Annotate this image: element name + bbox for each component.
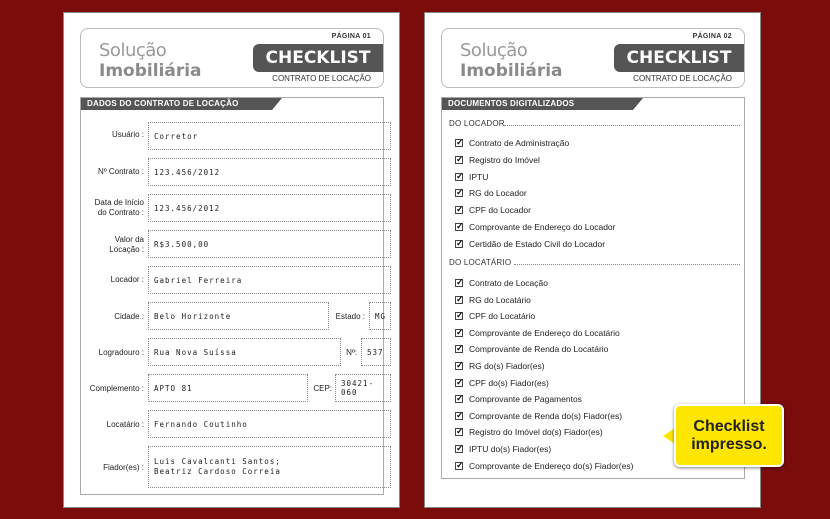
checklist-item[interactable]: [455, 444, 551, 454]
contract-data-section: [80, 97, 387, 495]
fiador-value-1: Luis Cavalcanti Santos;: [154, 457, 281, 466]
checklist-title: CHECKLIST: [253, 44, 383, 72]
checklist-item-label: Contrato de Locação: [469, 278, 548, 288]
checklist-subtitle: CONTRATO DE LOCAÇÃO: [633, 74, 732, 83]
locatario-heading: DO LOCATÁRIO: [449, 258, 512, 267]
checkbox-checked-icon[interactable]: [455, 462, 463, 470]
printed-checklist-callout: [674, 404, 784, 467]
divider: [514, 264, 740, 265]
checkbox-checked-icon[interactable]: [455, 296, 463, 304]
checkbox-checked-icon[interactable]: [455, 223, 463, 231]
checklist-item-label: Registro do Imóvel: [469, 154, 540, 165]
checkbox-checked-icon[interactable]: [455, 395, 463, 403]
checkbox-checked-icon[interactable]: [455, 156, 463, 164]
checklist-item-label: CPF do Locador: [469, 205, 531, 216]
checklist-item[interactable]: [455, 311, 535, 321]
checklist-item[interactable]: [455, 155, 540, 165]
checklist-item[interactable]: [455, 328, 620, 338]
checklist-subtitle: CONTRATO DE LOCAÇÃO: [272, 74, 371, 83]
locatario-field[interactable]: Fernando Coutinho: [148, 410, 391, 438]
checklist-item[interactable]: [455, 278, 548, 288]
divider: [504, 125, 740, 126]
brand-name-line2: Imobiliária: [99, 61, 202, 81]
locador-heading: DO LOCADOR: [449, 119, 505, 128]
checkbox-checked-icon[interactable]: [455, 445, 463, 453]
logradouro-label: Logradouro :: [98, 348, 144, 357]
section-title: DOCUMENTOS DIGITALIZADOS: [442, 98, 633, 110]
checkbox-checked-icon[interactable]: [455, 412, 463, 420]
checklist-item[interactable]: [455, 361, 545, 371]
brand-name-line2: Imobiliária: [460, 61, 563, 81]
brand-name-line1: Solução: [99, 40, 167, 61]
valor-label: Valor da Locação :: [109, 235, 144, 254]
checkbox-checked-icon[interactable]: [455, 345, 463, 353]
section-title: DADOS DO CONTRATO DE LOCAÇÃO: [81, 98, 272, 110]
page-header: [80, 28, 384, 88]
page-number: PÁGINA 01: [331, 33, 371, 40]
inicio-label: Data de Início do Contrato :: [94, 198, 144, 217]
checklist-item-label: Comprovante de Pagamentos: [469, 394, 582, 405]
complemento-label: Complemento :: [89, 384, 144, 393]
usuario-label: Usuário :: [111, 130, 144, 139]
checklist-item[interactable]: [455, 222, 615, 232]
checklist-item[interactable]: [455, 138, 569, 148]
checklist-item-label: Comprovante de Endereço do(s) Fiador(es): [469, 460, 634, 471]
fiador-label: Fiador(es) :: [103, 463, 144, 472]
checklist-item-label: Comprovante de Endereço do Locatário: [469, 327, 620, 338]
checklist-item-label: RG do Locador: [469, 188, 527, 199]
checkbox-checked-icon[interactable]: [455, 139, 463, 147]
checklist-item-label: IPTU do(s) Fiador(es): [469, 444, 552, 454]
checklist-item[interactable]: [455, 205, 531, 215]
checkbox-checked-icon[interactable]: [455, 279, 463, 287]
checklist-item-label: IPTU: [469, 171, 489, 182]
checklist-item-label: Contrato de Administração: [469, 138, 570, 148]
page-header: [441, 28, 745, 88]
checklist-item[interactable]: [455, 378, 549, 388]
cidade-label: Cidade :: [114, 312, 144, 321]
checkbox-checked-icon[interactable]: [455, 329, 463, 337]
complemento-field[interactable]: APTO 81: [148, 374, 308, 402]
locatario-label: Locatário :: [106, 420, 144, 429]
checklist-item-label: Certidão de Estado Civil do Locador: [469, 238, 606, 249]
callout-line1: Checklist: [693, 417, 765, 435]
checklist-item-label: Comprovante de Renda do Locatário: [469, 344, 609, 355]
brand-name-line1: Solução: [460, 40, 528, 61]
checklist-item[interactable]: [455, 461, 633, 471]
checkbox-checked-icon[interactable]: [455, 206, 463, 214]
contrato-label: Nº Contrato :: [97, 167, 144, 176]
checklist-item[interactable]: [455, 411, 622, 421]
fiador-value-2: Beatriz Cardoso Correia: [154, 467, 281, 476]
checklist-page-1: [63, 12, 400, 508]
contrato-field[interactable]: 123.456/2012: [148, 158, 391, 186]
page-number: PÁGINA 02: [692, 33, 732, 40]
checklist-item-label: RG do(s) Fiador(es): [469, 361, 545, 371]
checklist-item[interactable]: [455, 394, 582, 404]
locador-label: Locador :: [110, 275, 144, 284]
checklist-item-label: Comprovante de Endereço do Locador: [469, 222, 616, 232]
checklist-item-label: CPF do(s) Fiador(es): [469, 377, 549, 388]
estado-label: Estado :: [335, 312, 365, 321]
callout-line2: impresso.: [691, 435, 767, 453]
logradouro-field[interactable]: Rua Nova Suíssa: [148, 338, 341, 366]
estado-field[interactable]: MG: [369, 302, 391, 330]
cidade-field[interactable]: Belo Horizonte: [148, 302, 329, 330]
usuario-field[interactable]: Corretor: [148, 122, 391, 150]
checklist-title: CHECKLIST: [614, 44, 744, 72]
checklist-item[interactable]: [455, 295, 531, 305]
checklist-item-label: Comprovante de Renda do(s) Fiador(es): [469, 410, 623, 421]
cep-field[interactable]: 30421-060: [335, 374, 391, 402]
checklist-item-label: Registro do Imóvel do(s) Fiador(es): [469, 427, 603, 438]
checklist-item-label: CPF do Locatário: [469, 311, 536, 322]
checkbox-checked-icon[interactable]: [455, 428, 463, 436]
inicio-field[interactable]: 123.456/2012: [148, 194, 391, 222]
checklist-item-label: RG do Locatário: [469, 294, 531, 305]
fiador-field[interactable]: [148, 446, 391, 488]
checkbox-checked-icon[interactable]: [455, 362, 463, 370]
checkbox-checked-icon[interactable]: [455, 240, 463, 248]
checklist-item[interactable]: [455, 427, 603, 437]
checklist-item[interactable]: [455, 344, 608, 354]
numero-field[interactable]: 537: [361, 338, 391, 366]
locador-field[interactable]: Gabriel Ferreira: [148, 266, 391, 294]
checklist-item[interactable]: [455, 239, 605, 249]
numero-label: Nº:: [346, 348, 357, 357]
checklist-item[interactable]: [455, 188, 527, 198]
valor-field[interactable]: R$3.500,00: [148, 230, 391, 258]
checkbox-checked-icon[interactable]: [455, 379, 463, 387]
checkbox-checked-icon[interactable]: [455, 189, 463, 197]
checkbox-checked-icon[interactable]: [455, 312, 463, 320]
checklist-item[interactable]: [455, 172, 488, 182]
checkbox-checked-icon[interactable]: [455, 173, 463, 181]
cep-label: CEP:: [313, 384, 332, 393]
